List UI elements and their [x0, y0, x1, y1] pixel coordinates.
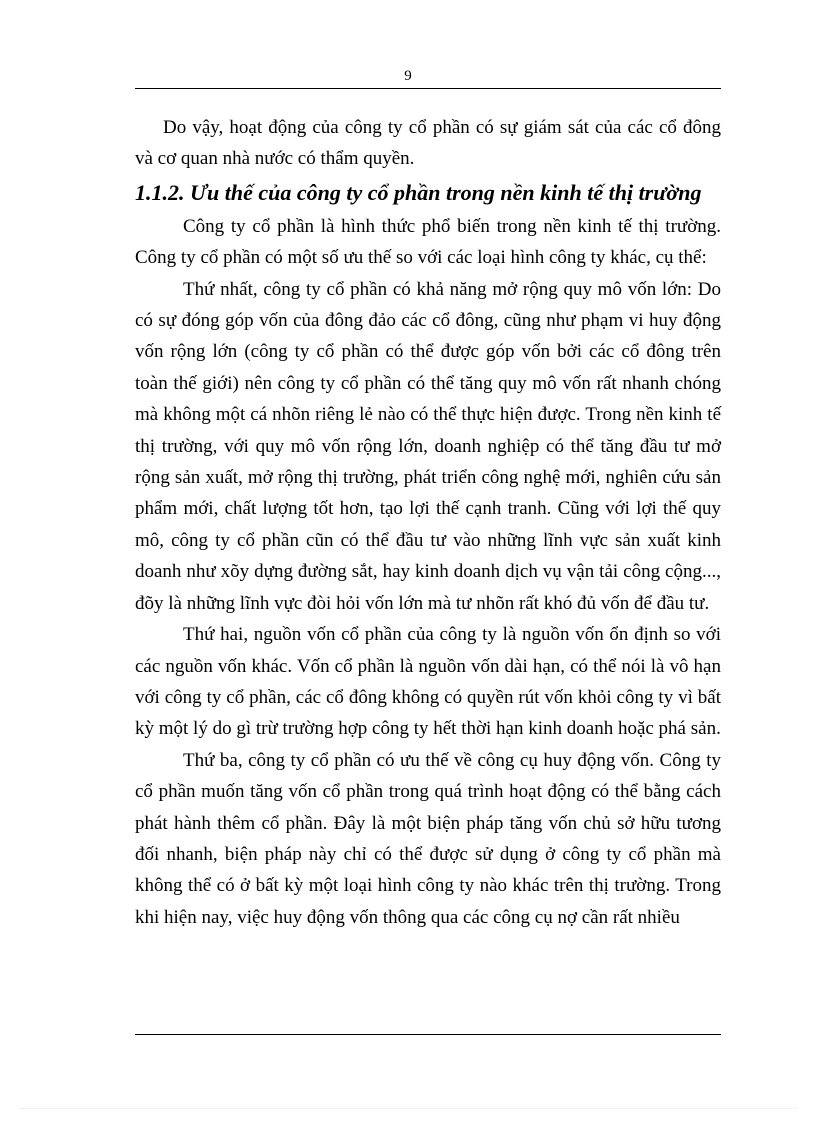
- footer-rule: [135, 1034, 721, 1035]
- section-heading: 1.1.2. Ưu thế của công ty cổ phần trong nền kinh tế thị trường: [135, 179, 702, 205]
- paragraph-second-advantage: Thứ hai, nguồn vốn cổ phần của công ty là nguồn vốn ổn định so với các nguồn vốn khác. Vốn cổ phần là nguồn vốn dài hạn, có thể nói là vô hạn với công ty cổ phần, các cổ đông không có quyền rút vốn khỏi công ty vì bất kỳ một lý do gì trừ trường hợp công ty hết thời hạn kinh doanh hoặc phá sản.: [135, 624, 721, 740]
- paragraph-third-advantage: Thứ ba, công ty cổ phần có ưu thế về công cụ huy động vốn. Công ty cổ phần muốn tăng vốn cổ phần trong quá trình hoạt động có thể bằng cách phát hành thêm cổ phần. Đây là một biện pháp tăng vốn chủ sở hữu tương đối nhanh, biện pháp này chỉ có thể được sử dụng ở công ty cổ phần mà không thể có ở bất kỳ một loại hình công ty nào khác trên thị trường. Trong khi hiện nay, việc huy động vốn thông qua các công cụ nợ cần rất nhiều: [135, 749, 721, 928]
- header-rule: [135, 88, 721, 89]
- paragraph-overview: Công ty cổ phần là hình thức phổ biến trong nền kinh tế thị trường. Công ty cổ phần có một số ưu thế so với các loại hình công ty khác, cụ thể:: [135, 215, 721, 269]
- document-body: [135, 112, 721, 933]
- page-bottom-edge: [20, 1108, 796, 1109]
- paragraph-first-advantage: Thứ nhất, công ty cổ phần có khả năng mở rộng quy mô vốn lớn: Do có sự đóng góp vốn của đông đảo các cổ đông, cũng như phạm vi huy động vốn rộng lớn (công ty cổ phần có thể được góp vốn bởi các cổ đông trên toàn thế giới) nên công ty cổ phần có thể tăng quy mô vốn rất nhanh chóng mà không một cá nhõn riêng lẻ nào có thể thực hiện được. Trong nền kinh tế thị trường, với quy mô vốn rộng lớn, doanh nghiệp có thể tăng đầu tư mở rộng sản xuất, mở rộng thị trường, phát triển công nghệ mới, nghiên cứu sản phẩm mới, chất lượng tốt hơn, tạo lợi thế cạnh tranh. Cũng với lợi thế quy mô, công ty cổ phần cũn có thể đầu tư vào những lĩnh vực sản xuất kinh doanh như xõy dựng đường sắt, hay kinh doanh dịch vụ vận tải công cộng..., đõy là những lĩnh vực đòi hỏi vốn lớn mà tư nhõn rất khó đủ vốn để đầu tư.: [135, 278, 721, 614]
- page-number: 9: [404, 68, 412, 84]
- paragraph-intro: Do vậy, hoạt động của công ty cổ phần có sự giám sát của các cổ đông và cơ quan nhà nước có thẩm quyền.: [135, 117, 721, 170]
